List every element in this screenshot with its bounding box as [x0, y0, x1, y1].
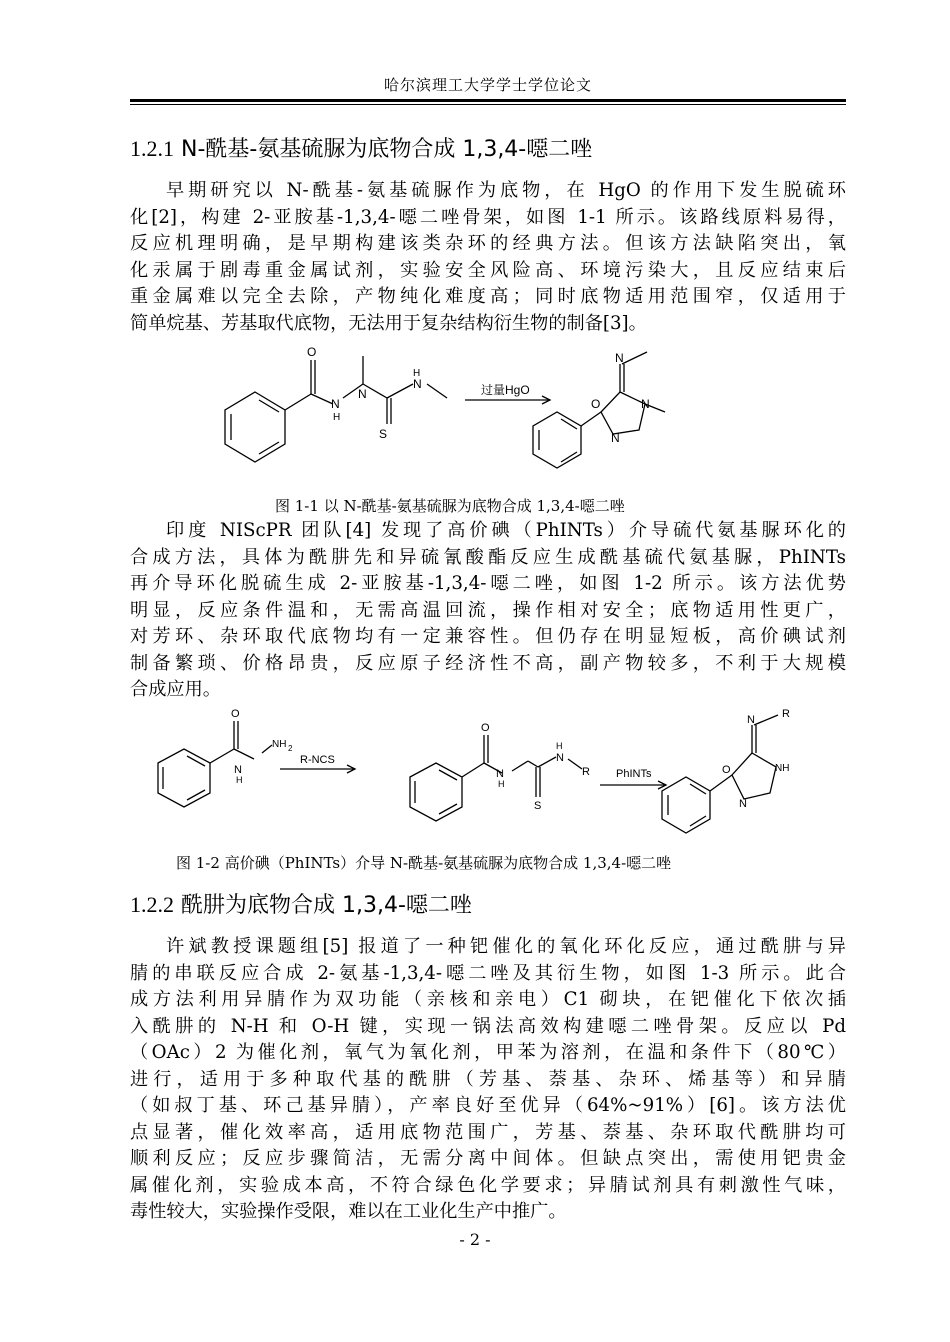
paragraph-line: 化[2]，构建 2-亚胺基-1,3,4-噁二唑骨架，如图 1-1 所示。该路线原料易得， [130, 206, 846, 228]
page-number: - 2 - [459, 1230, 491, 1249]
paragraph-line: 重金属难以完全去除，产物纯化难度高；同时底物适用范围窄，仅适用于 [130, 286, 846, 307]
figure-caption-1-1: 图 1-1 以 N-酰基-氨基硫脲为底物合成 1,3,4-噁二唑 [275, 497, 625, 515]
svg-text:O: O [591, 397, 601, 411]
paragraph-line: 简单烷基、芳基取代底物，无法用于复杂结构衍生物的制备[3]。 [130, 312, 647, 334]
reagent-label-2: PhINTs [616, 768, 652, 780]
paragraph-line: 成方法利用异腈作为双功能（亲核和亲电）C1 砌块，在钯催化下依次插 [130, 989, 846, 1010]
svg-text:R: R [582, 766, 590, 778]
paragraph-line: 合成方法，具体为酰肼先和异硫氰酸酯反应生成酰基硫代氨基脲，PhINTs [130, 546, 846, 568]
svg-text:O: O [722, 764, 731, 776]
svg-text:N: N [556, 752, 564, 764]
svg-text:H: H [498, 779, 505, 789]
paragraph-line: （如叔丁基、环己基异腈），产率良好至优异（64%~91%）[6]。该方法优 [130, 1095, 846, 1116]
paragraph-line: 许斌教授课题组[5] 报道了一种钯催化的氧化环化反应，通过酰肼与异 [166, 936, 846, 957]
heading-number: 1.2.2 [130, 892, 174, 917]
svg-text:H: H [236, 775, 243, 785]
paragraph-line: 进行，适用于多种取代基的酰肼（芳基、萘基、杂环、烯基等）和异腈 [130, 1068, 846, 1090]
svg-text:N: N [611, 431, 620, 445]
reagent-label-1: R-NCS [300, 754, 335, 766]
svg-text:R: R [782, 708, 790, 720]
svg-text:N: N [358, 387, 367, 401]
paragraph-line: 早期研究以 N-酰基-氨基硫脲作为底物，在 HgO 的作用下发生脱硫环 [166, 180, 846, 201]
svg-text:2: 2 [288, 744, 293, 753]
svg-text:N: N [234, 764, 242, 776]
svg-text:N: N [331, 397, 340, 411]
svg-text:O: O [231, 708, 240, 720]
svg-text:S: S [379, 427, 388, 441]
paragraph-line: 合成应用。 [130, 679, 221, 700]
paragraph-line: 腈的串联反应合成 2-氨基-1,3,4-噁二唑及其衍生物，如图 1-3 所示。此合 [130, 962, 846, 984]
svg-text:N: N [413, 377, 422, 391]
paragraph-1 [130, 178, 846, 337]
svg-text:O: O [307, 345, 317, 359]
header-rule-thick [130, 99, 846, 102]
paragraph-line: 入酰肼的 N-H 和 O-H 键，实现一锅法高效构建噁二唑骨架。反应以 Pd [130, 1015, 846, 1037]
running-header: 哈尔滨理工大学学士学位论文 [383, 76, 592, 94]
svg-text:N: N [739, 798, 747, 810]
svg-text:NH: NH [272, 739, 287, 750]
paragraph-3 [130, 934, 846, 1226]
heading-number: 1.2.1 [130, 136, 174, 161]
paragraph-line: 属催化剂，实验成本高，不符合绿色化学要求；异腈试剂具有刺激性气味， [130, 1174, 846, 1196]
paragraph-line: 反应机理明确，是早期构建该类杂环的经典方法。但该方法缺陷突出，氧 [130, 233, 846, 254]
paragraph-2 [130, 518, 846, 704]
svg-text:H: H [333, 412, 341, 423]
section-heading-1-2-2 [130, 888, 472, 919]
heading-text: N-酰基-氨基硫脲为底物合成 1,3,4-噁二唑 [181, 137, 593, 162]
svg-text:N: N [747, 714, 755, 726]
svg-text:O: O [481, 722, 490, 734]
svg-text:S: S [534, 800, 542, 812]
paragraph-line: 明显，反应条件温和，无需高温回流，操作相对安全；底物适用性更广， [130, 599, 846, 621]
paragraph-line: 制备繁琐、价格昂贵，反应原子经济性不高，副产物较多，不利于大规模 [130, 652, 846, 674]
paragraph-line: 顺利反应；反应步骤简洁，无需分离中间体。但缺点突出，需使用钯贵金 [130, 1148, 846, 1169]
svg-text:N: N [615, 351, 624, 365]
svg-text:N: N [496, 768, 504, 780]
svg-text:N: N [641, 397, 650, 411]
paragraph-line: 点显著，催化效率高，适用底物范围广，芳基、萘基、杂环取代酰肼均可 [130, 1121, 846, 1143]
svg-text:H: H [556, 741, 563, 751]
paragraph-line: 再介导环化脱硫生成 2-亚胺基-1,3,4-噁二唑，如图 1-2 所示。该方法优势 [130, 573, 846, 594]
heading-text: 酰肼为底物合成 1,3,4-噁二唑 [181, 893, 472, 918]
figure-1-1-scheme [215, 342, 775, 490]
paragraph-line: 对芳环、杂环取代底物均有一定兼容性。但仍存在明显短板，高价碘试剂 [130, 626, 846, 647]
svg-text:H: H [413, 368, 421, 379]
figure-1-2-scheme [130, 705, 846, 845]
figure-caption-1-2: 图 1-2 高价碘（PhINTs）介导 N-酰基-氨基硫脲为底物合成 1,3,4-噁二唑 [176, 854, 672, 872]
paragraph-line: 印度 NIScPR 团队[4] 发现了高价碘（PhINTs）介导硫代氨基脲环化的 [166, 520, 846, 541]
svg-text:NH: NH [775, 763, 790, 774]
section-heading-1-2-1 [130, 132, 592, 163]
paragraph-line: （OAc）2 为催化剂，氧气为氧化剂，甲苯为溶剂，在温和条件下（80℃） [130, 1042, 846, 1063]
paragraph-line: 化汞属于剧毒重金属试剂，实验安全风险高、环境污染大，且反应结束后 [130, 259, 846, 281]
header-rule-thin [130, 104, 846, 105]
reagent-label: 过量HgO [481, 383, 530, 397]
paragraph-line: 毒性较大，实验操作受限，难以在工业化生产中推广。 [130, 1201, 567, 1222]
